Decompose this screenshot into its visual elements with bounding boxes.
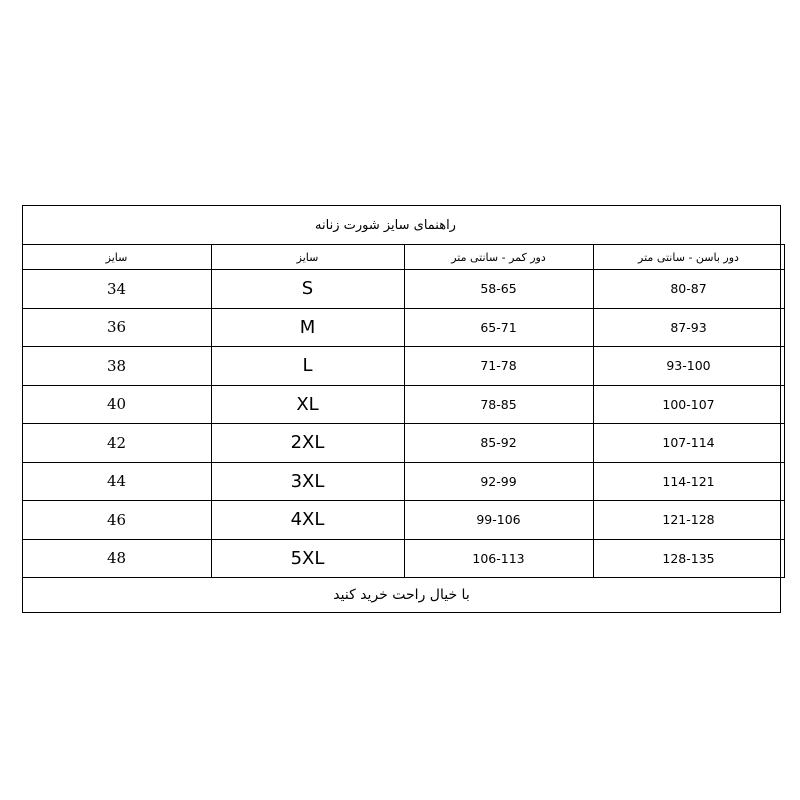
- hip-cell: 93-100: [593, 347, 784, 386]
- numeric-size-cell: 36: [22, 308, 211, 347]
- hip-cell: 121-128: [593, 501, 784, 540]
- footer-text: با خیال راحت خرید کنید: [333, 586, 470, 603]
- header-hip: دور باسن - سانتی متر: [593, 245, 784, 270]
- size-guide-table: [22, 205, 781, 613]
- table-row: [22, 270, 784, 309]
- hip-cell: 114-121: [593, 462, 784, 501]
- header-letter-size: سایز: [211, 245, 404, 270]
- letter-size-cell: 3XL: [211, 462, 404, 501]
- header-waist: دور کمر - سانتی متر: [404, 245, 593, 270]
- hip-cell: 107-114: [593, 424, 784, 463]
- waist-cell: 78-85: [404, 385, 593, 424]
- numeric-size-cell: 40: [22, 385, 211, 424]
- letter-size-cell: M: [211, 308, 404, 347]
- waist-cell: 71-78: [404, 347, 593, 386]
- table-row: [22, 308, 784, 347]
- size-grid: [22, 244, 785, 578]
- table-row: [22, 424, 784, 463]
- table-row: [22, 385, 784, 424]
- letter-size-cell: S: [211, 270, 404, 309]
- letter-size-cell: L: [211, 347, 404, 386]
- letter-size-cell: 5XL: [211, 539, 404, 578]
- table-row: [22, 501, 784, 540]
- letter-size-cell: 4XL: [211, 501, 404, 540]
- header-numeric-size: سایز: [22, 245, 211, 270]
- waist-cell: 58-65: [404, 270, 593, 309]
- numeric-size-cell: 34: [22, 270, 211, 309]
- hip-cell: 87-93: [593, 308, 784, 347]
- numeric-size-cell: 44: [22, 462, 211, 501]
- numeric-size-cell: 38: [22, 347, 211, 386]
- hip-cell: 100-107: [593, 385, 784, 424]
- letter-size-cell: XL: [211, 385, 404, 424]
- hip-cell: 128-135: [593, 539, 784, 578]
- numeric-size-cell: 46: [22, 501, 211, 540]
- header-row: [22, 245, 784, 270]
- letter-size-cell: 2XL: [211, 424, 404, 463]
- waist-cell: 65-71: [404, 308, 593, 347]
- numeric-size-cell: 48: [22, 539, 211, 578]
- waist-cell: 106-113: [404, 539, 593, 578]
- table-row: [22, 539, 784, 578]
- waist-cell: 99-106: [404, 501, 593, 540]
- table-row: [22, 462, 784, 501]
- table-footer-row: [23, 577, 780, 612]
- numeric-size-cell: 42: [22, 424, 211, 463]
- table-title: راهنمای سایز شورت زنانه: [315, 217, 456, 233]
- hip-cell: 80-87: [593, 270, 784, 309]
- waist-cell: 92-99: [404, 462, 593, 501]
- waist-cell: 85-92: [404, 424, 593, 463]
- table-row: [22, 347, 784, 386]
- table-title-row: [23, 206, 780, 244]
